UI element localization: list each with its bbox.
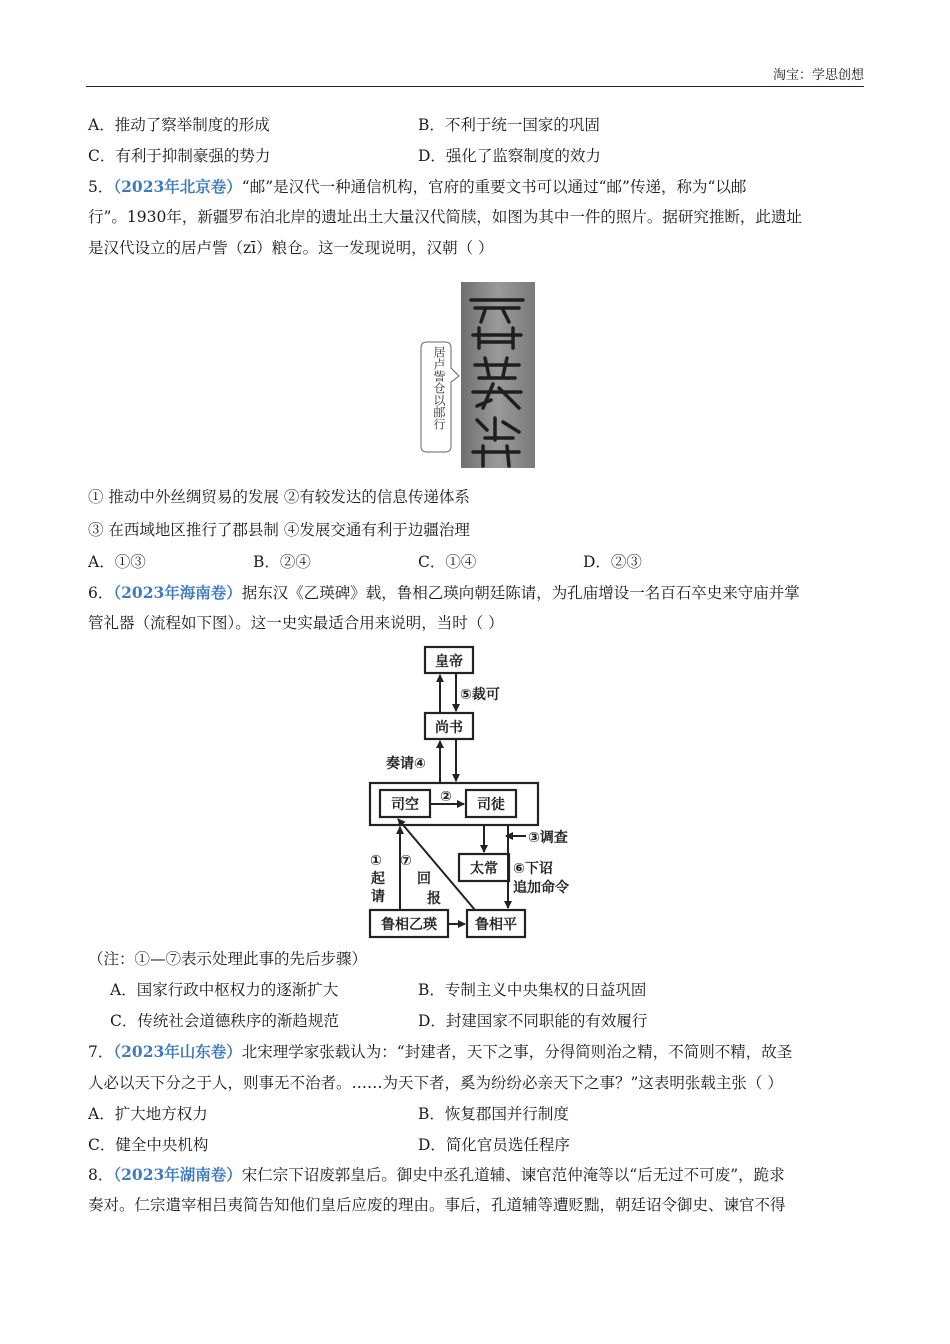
q7-number: 7． [88,1043,114,1061]
label-sikong: 司空 [391,797,419,813]
label-shangshu: 尚书 [435,720,463,736]
q5-option-d[interactable]: D．②③ [583,553,642,571]
q7-text1: 北宋理学家张载认为：“封建者，天下之事，分得简则治之精，不简则不精，故圣 [241,1043,793,1061]
q5-line2: 行”。1930年，新疆罗布泊北岸的遗址出土大量汉代简牍，如图为其中一件的照片。据研究推断，此遗址 [88,208,802,226]
q7-option-d[interactable]: D．简化官员选任程序 [418,1136,570,1154]
label-situ: 司徒 [477,797,505,813]
q5-source: （2023年北京卷） [113,177,242,196]
step3-label: ③调查 [528,830,568,846]
q7-option-a[interactable]: A．扩大地方权力 [88,1105,208,1123]
q4-option-b[interactable]: B．不利于统一国家的巩固 [418,116,600,134]
slip-body [461,282,535,468]
q7-line2: 人必以天下分之于人，则事无不治者。……为天下者，奚为纷纷必亲天下之事？”这表明张载主张（ ） [88,1074,783,1092]
q6-option-a[interactable]: A．国家行政中枢权力的逐渐扩大 [110,981,339,999]
label-taichang: 太常 [470,861,498,877]
q5-option-c[interactable]: C．①④ [418,553,477,571]
flowchart [360,640,620,945]
step1-label-b: 起 [371,871,385,887]
q5-text1: “邮”是汉代一种通信机构，官府的重要文书可以通过“邮”传递，称为“以邮 [241,178,747,196]
label-luxiangping: 鲁相平 [475,917,517,933]
q7-option-c[interactable]: C．健全中央机构 [88,1136,209,1154]
q5-line1 [88,177,746,197]
q8-text1: 宋仁宗下诏废郭皇后。御史中丞孔道辅、谏官范仲淹等以“后无过不可废”，跪求 [241,1166,785,1184]
q8-number: 8． [88,1166,114,1184]
q5-option-a[interactable]: A．①③ [88,553,146,571]
step7-label-c: 报 [427,891,441,907]
q7-line1 [88,1042,792,1062]
q8-source: （2023年湖南卷） [113,1165,242,1184]
q6-line2: 管礼器（流程如下图）。这一史实最适合用来说明，当时（ ） [88,614,504,632]
step6-label-b: 追加命令 [513,880,569,896]
q4-option-d[interactable]: D．强化了监察制度的效力 [418,147,601,165]
q4-option-c[interactable]: C．有利于抑制豪强的势力 [88,147,271,165]
q6-number: 6． [88,584,114,602]
q6-option-c[interactable]: C．传统社会道德秩序的渐趋规范 [110,1012,339,1030]
q5-line3: 是汉代设立的居卢訾（zī）粮仓。这一发现说明，汉朝（ ） [88,239,494,257]
step4-label: 奏请④ [386,756,426,772]
header-label: 淘宝：学思创想 [772,68,864,83]
q6-note: （注：①—⑦表示处理此事的先后步骤） [88,950,368,968]
callout-text: 居卢訾仓以邮行 [432,346,446,430]
q6-option-d[interactable]: D．封建国家不同职能的有效履行 [418,1012,648,1030]
step5-label: ⑤裁可 [460,687,500,703]
step1-label-c: 请 [371,889,385,905]
bamboo-slip-figure [415,280,535,470]
q4-option-a[interactable]: A．推动了察举制度的形成 [88,116,270,134]
q6-line1 [88,583,800,603]
q8-line2: 奏对。仁宗遣宰相吕夷简告知他们皇后应废的理由。事后，孔道辅等遭贬黜，朝廷诏令御史、谏官不得 [88,1196,786,1214]
label-yiying: 鲁相乙瑛 [381,917,437,933]
step7-label-a: ⑦ [400,853,412,869]
q5-number: 5． [88,178,114,196]
label-huangdi: 皇帝 [435,654,463,670]
step1-label-a: ① [370,853,382,869]
q5-statements-2: ③ 在西域地区推行了郡县制 ④发展交通有利于边疆治理 [88,521,470,539]
q5-statements-1: ① 推动中外丝绸贸易的发展 ②有较发达的信息传递体系 [88,488,470,506]
step2-label: ② [440,789,452,805]
q6-text1: 据东汉《乙瑛碑》载，鲁相乙瑛向朝廷陈请，为孔庙增设一名百石卒史来守庙并掌 [241,584,800,602]
q6-option-b[interactable]: B．专制主义中央集权的日益巩固 [418,981,647,999]
page-header [86,64,864,87]
q7-option-b[interactable]: B．恢复郡国并行制度 [418,1105,569,1123]
q7-source: （2023年山东卷） [113,1042,242,1061]
q8-line1 [88,1165,785,1185]
step7-label-b: 回 [417,871,431,887]
q5-option-b[interactable]: B．②④ [253,553,311,571]
step6-label-a: ⑥下诏 [513,861,553,877]
q6-source: （2023年海南卷） [113,583,242,602]
